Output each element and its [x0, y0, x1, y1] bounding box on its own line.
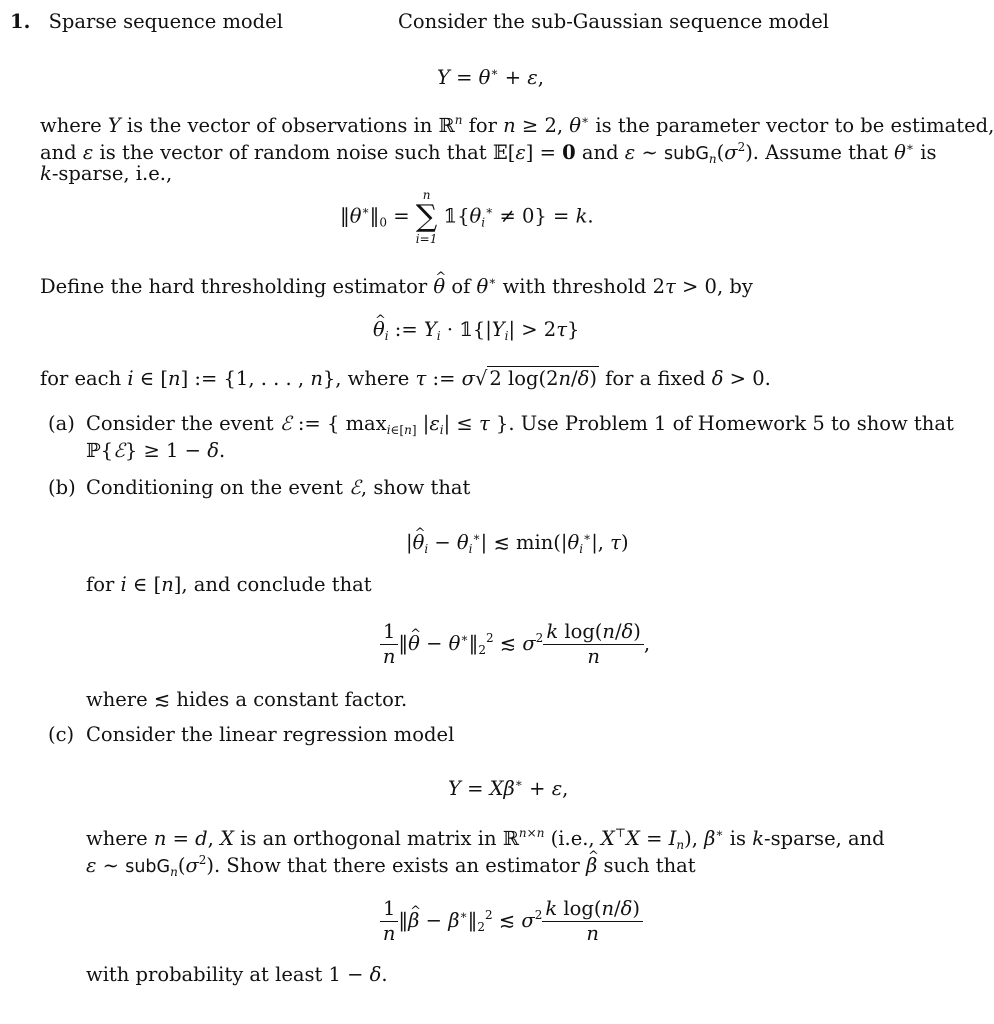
part-c-line-3: ε ∼ $subG_n(\sigma^2)$. Show that there exists an estimator β ^ such that	[86, 848, 696, 884]
equation-estimator: θ $\^{}_i$ := $Y_i$ · $𝟙\{|Y_i| > 2\tau\}$	[373, 318, 579, 348]
part-c-line-1: Consider the linear regression model	[86, 723, 455, 746]
problem-intro: Consider the sub-Gaussian sequence model	[398, 10, 830, 33]
paragraph-2: Define the hard thresholding estimator θ ^ of θ∗ with threshold 2τ > 0, by	[40, 269, 753, 299]
paragraph-1-line-2: and ε is the vector of random noise such that 𝔼[ε] = 0 and ε ∼ $subG_n(\sigma^2)$. Assume that θ∗ is	[40, 140, 937, 166]
part-b-equation-2: $\frac{1}{n}$ ‖θ ^ − $\theta^∗‖_2^2$ ≲ $\sigma^2$ $\frac{\text{k log(n/δ)}}{n}$ ,	[380, 620, 650, 669]
problem-title: Sparse sequence model	[48, 10, 283, 33]
part-b-line-2: for i ∈ [n], and conclude that	[86, 573, 372, 596]
part-c-line-4: with probability at least 1 − δ.	[86, 963, 388, 986]
problem-header	[10, 10, 283, 34]
sum-symbol: n ∑ i=1	[415, 188, 438, 246]
problem-number: 1.	[10, 10, 31, 33]
part-b-line-3: where ≲ hides a constant factor.	[86, 688, 408, 711]
part-b-line-1: Conditioning on the event ℰ, show that	[86, 476, 471, 499]
part-b-label: (b)	[48, 476, 76, 499]
part-a-line-2: ℙ{ℰ} ≥ 1 − δ.	[86, 439, 226, 462]
equation-sparsity: $‖\theta^∗‖_0$ = n ∑ i=1 $𝟙\{\theta_i^∗ \ne 0\} = k$.	[340, 188, 594, 246]
part-b-equation-1: |θ $\^{}_i - \theta_i^∗|$ ≲ $\min(|\theta_i^∗|$, τ)	[406, 525, 629, 561]
part-c-line-2: where n = d, X is an orthogonal matrix in ℝ$^{n\times n}$ (i.e., $X^⊤X = I_n$), β∗ is k-sparse, and	[86, 826, 885, 852]
part-a-line-1: Consider the event ℰ := { $\max_{i\in[n]} |\varepsilon_i| \le \tau$ }. Use Problem 1 of Homework 5 to show that	[86, 412, 954, 437]
part-a-label: (a)	[48, 412, 75, 435]
part-c-equation-1: Y = Xβ∗ + ε,	[448, 776, 569, 800]
paragraph-1-line-3: k-sparse, i.e.,	[40, 162, 173, 185]
paragraph-1-line-1: where Y is the vector of observations in ℝ$^n$ for n ≥ 2, θ∗ is the parameter vector to be estimated,	[40, 113, 994, 137]
equation-model: Y = θ∗ + ε,	[437, 65, 544, 89]
paragraph-3: for each i ∈ [n] := {1, . . . , n}, where τ := σ√ 2 log(2n/δ) for a fixed δ > 0.	[40, 367, 771, 390]
part-c-equation-2: $\frac{1}{n}$ ‖β ^ − $\beta^∗‖_2^2$ ≲ $\sigma^2$ $\frac{\text{k log(n/δ)}}{n}$	[380, 897, 643, 946]
part-c-label: (c)	[48, 723, 75, 746]
